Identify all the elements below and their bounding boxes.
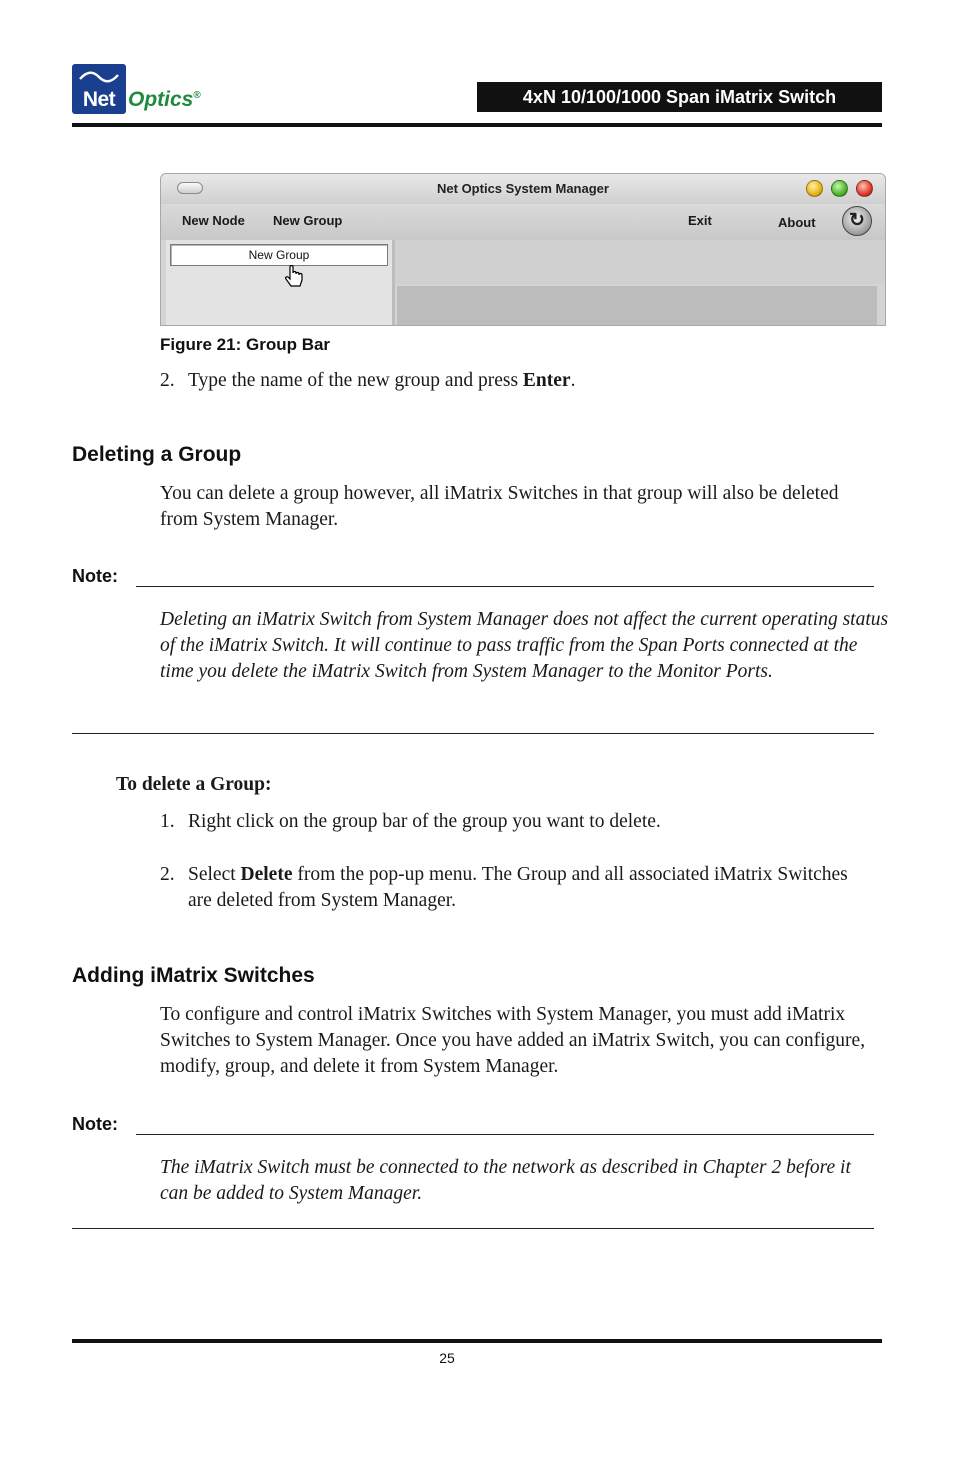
hand-cursor-icon — [282, 265, 308, 291]
refresh-icon[interactable]: ↻ — [842, 206, 872, 236]
step-text: Type the name of the new group and press Enter. — [188, 370, 576, 391]
minimize-button[interactable] — [806, 180, 823, 197]
note-rule — [136, 1134, 874, 1135]
about-button[interactable]: About — [778, 215, 816, 230]
new-group-button[interactable]: New Group — [273, 213, 343, 228]
wave-icon — [79, 70, 119, 84]
deleting-paragraph: You can delete a group however, all iMatrix Switches in that group will also be deleted from System Manager. — [160, 483, 839, 530]
logo-badge — [72, 64, 126, 114]
note-text: The iMatrix Switch must be connected to the network as described in Chapter 2 before it can be added to System Manager. — [160, 1157, 851, 1204]
window-titlebar — [161, 174, 885, 204]
note-end-rule — [72, 1228, 874, 1229]
close-button[interactable] — [856, 180, 873, 197]
document-title: 4xN 10/100/1000 Span iMatrix Switch — [477, 82, 882, 112]
step-number: 1. — [160, 811, 175, 832]
details-pane-bottom — [397, 286, 877, 326]
step-number: 2. — [160, 864, 175, 885]
zoom-button[interactable] — [831, 180, 848, 197]
details-pane-top — [395, 240, 885, 284]
step-text: Select Delete from the pop-up menu. The Group and all associated iMatrix Switches are deleted from System Manager. — [188, 864, 848, 911]
system-manager-window — [160, 173, 886, 326]
group-list-pane — [166, 240, 395, 326]
net-optics-logo — [72, 64, 232, 116]
logo-optics-text: Optics® — [128, 88, 201, 111]
section-heading-adding: Adding iMatrix Switches — [72, 964, 315, 987]
registered-mark: ® — [193, 90, 201, 101]
adding-paragraph: To configure and control iMatrix Switches with System Manager, you must add iMatrix Switches to System Manager. Once you have added an iMatrix Switch, you can configure, modify, group, and delete it from System Manager. — [160, 1004, 866, 1077]
note-label: Note: — [72, 1114, 118, 1134]
page-number: 25 — [439, 1350, 455, 1366]
note-rule — [136, 586, 874, 587]
header-divider — [72, 123, 882, 127]
new-node-button[interactable]: New Node — [182, 213, 245, 228]
step-text: Right click on the group bar of the group you want to delete. — [188, 811, 661, 832]
window-toolbar — [161, 204, 885, 240]
window-title: Net Optics System Manager — [437, 181, 609, 196]
logo-net-text: Net — [82, 88, 116, 111]
note-end-rule — [72, 733, 874, 734]
note-text: Deleting an iMatrix Switch from System Manager does not affect the current operating status of the iMatrix Switch. It will continue to pass traffic from the Span Ports connected at the time you delete the iMatrix Switch from System Manager to the Monitor Ports. — [160, 609, 889, 682]
note-label: Note: — [72, 566, 118, 586]
step-number: 2. — [160, 370, 175, 391]
footer-divider — [72, 1339, 882, 1343]
group-name-input[interactable]: New Group — [170, 244, 388, 266]
procedure-heading: To delete a Group: — [116, 774, 272, 795]
exit-button[interactable]: Exit — [688, 213, 712, 228]
section-heading-deleting: Deleting a Group — [72, 443, 242, 466]
figure-caption: Figure 21: Group Bar — [160, 335, 331, 354]
